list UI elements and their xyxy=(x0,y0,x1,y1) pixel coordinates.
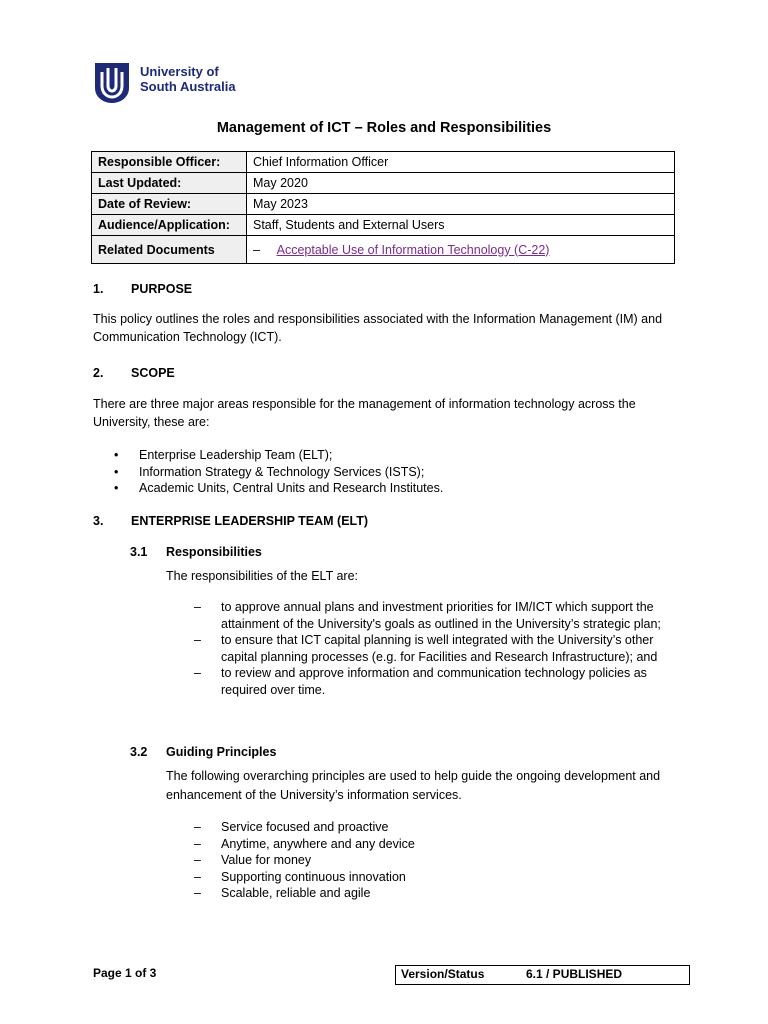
policy-metadata-table xyxy=(91,151,675,264)
principles-intro: The following overarching principles are used to help guide the ongoing development and enhancement of the University’s information services. xyxy=(166,769,661,802)
section-3-heading xyxy=(93,514,368,528)
list-item xyxy=(194,632,674,665)
list-dash: – xyxy=(194,820,201,834)
logo-text xyxy=(140,64,236,94)
table-row xyxy=(92,194,675,215)
list-item-text: Service focused and proactive xyxy=(221,820,389,834)
list-item xyxy=(194,836,674,853)
list-item xyxy=(194,852,674,869)
list-dash: – xyxy=(194,853,201,867)
list-item-text: Scalable, reliable and agile xyxy=(221,886,371,900)
logo-line-2: South Australia xyxy=(140,79,236,94)
scope-text: There are three major areas responsible for the management of information technology across the University, these are: xyxy=(93,397,636,429)
list-dash: – xyxy=(194,633,201,647)
subsection-3-2-heading xyxy=(130,745,276,759)
subsection-title: Responsibilities xyxy=(166,545,262,559)
list-item-text: Supporting continuous innovation xyxy=(221,869,406,884)
principles-list xyxy=(194,819,674,902)
section-number: 1. xyxy=(93,282,104,296)
version-value: 6.1 / PUBLISHED xyxy=(526,967,623,981)
list-dash: – xyxy=(253,242,260,257)
section-title: SCOPE xyxy=(131,366,175,380)
subsection-number: 3.1 xyxy=(130,545,148,559)
section-number: 3. xyxy=(93,514,104,528)
table-row xyxy=(92,215,675,236)
version-status-box xyxy=(395,965,690,985)
subsection-title: Guiding Principles xyxy=(166,745,277,759)
list-item xyxy=(194,885,674,902)
list-dash: – xyxy=(194,886,201,900)
meta-label: Date of Review: xyxy=(92,194,247,215)
list-item xyxy=(194,599,674,632)
meta-label: Audience/Application: xyxy=(92,215,247,236)
responsibilities-list xyxy=(194,599,674,698)
related-document-link[interactable]: Acceptable Use of Information Technology (C-22) xyxy=(276,242,550,257)
section-number: 2. xyxy=(93,366,104,380)
meta-label: Last Updated: xyxy=(92,173,247,194)
university-crest-icon xyxy=(94,62,130,104)
meta-value: Staff, Students and External Users xyxy=(247,215,675,236)
section-1-heading xyxy=(93,282,192,296)
table-row xyxy=(92,236,675,264)
meta-label: Responsible Officer: xyxy=(92,152,247,173)
meta-value: May 2023 xyxy=(247,194,675,215)
scope-list xyxy=(114,447,614,497)
list-item-text: Value for money xyxy=(221,853,312,867)
page-number: Page 1 of 3 xyxy=(93,966,157,980)
list-item xyxy=(194,665,674,698)
page-title: Management of ICT – Roles and Responsibilities xyxy=(216,120,552,136)
list-dash: – xyxy=(194,836,201,851)
table-row xyxy=(92,152,675,173)
list-item-text: to ensure that ICT capital planning is well integrated with the University’s other capital planning processes (e.g. for Facilities and Research Infrastructure); and xyxy=(221,633,658,664)
section-2-heading xyxy=(93,366,175,380)
section-title: PURPOSE xyxy=(131,282,193,296)
meta-value: May 2020 xyxy=(247,173,675,194)
list-item xyxy=(194,819,674,836)
list-dash: – xyxy=(194,600,201,614)
subsection-3-1-heading xyxy=(130,545,262,559)
purpose-text: This policy outlines the roles and responsibilities associated with the Information Management (IM) and Communication Technology (ICT). xyxy=(93,312,663,344)
responsibilities-intro: The responsibilities of the ELT are: xyxy=(166,569,358,583)
list-dash: – xyxy=(194,869,201,884)
list-item-text: Anytime, anywhere and any device xyxy=(221,836,415,851)
subsection-number: 3.2 xyxy=(130,745,148,759)
logo-line-1: University of xyxy=(140,64,219,79)
list-item: • Enterprise Leadership Team (ELT); xyxy=(114,447,614,464)
list-item: • Academic Units, Central Units and Research Institutes. xyxy=(114,480,614,497)
table-row xyxy=(92,173,675,194)
meta-value: Chief Information Officer xyxy=(247,152,675,173)
list-item-text: to approve annual plans and investment priorities for IM/ICT which support the attainment of the University's goals as outlined in the University’s strategic plan; xyxy=(221,600,661,631)
section-title: ENTERPRISE LEADERSHIP TEAM (ELT) xyxy=(131,514,369,528)
list-dash: – xyxy=(194,666,201,680)
list-item-text: to review and approve information and communication technology policies as required over time. xyxy=(221,666,647,697)
list-item: • Information Strategy & Technology Services (ISTS); xyxy=(114,464,614,481)
meta-value xyxy=(247,236,675,264)
version-label: Version/Status xyxy=(401,967,485,981)
meta-label: Related Documents xyxy=(92,236,247,264)
list-item xyxy=(194,869,674,886)
